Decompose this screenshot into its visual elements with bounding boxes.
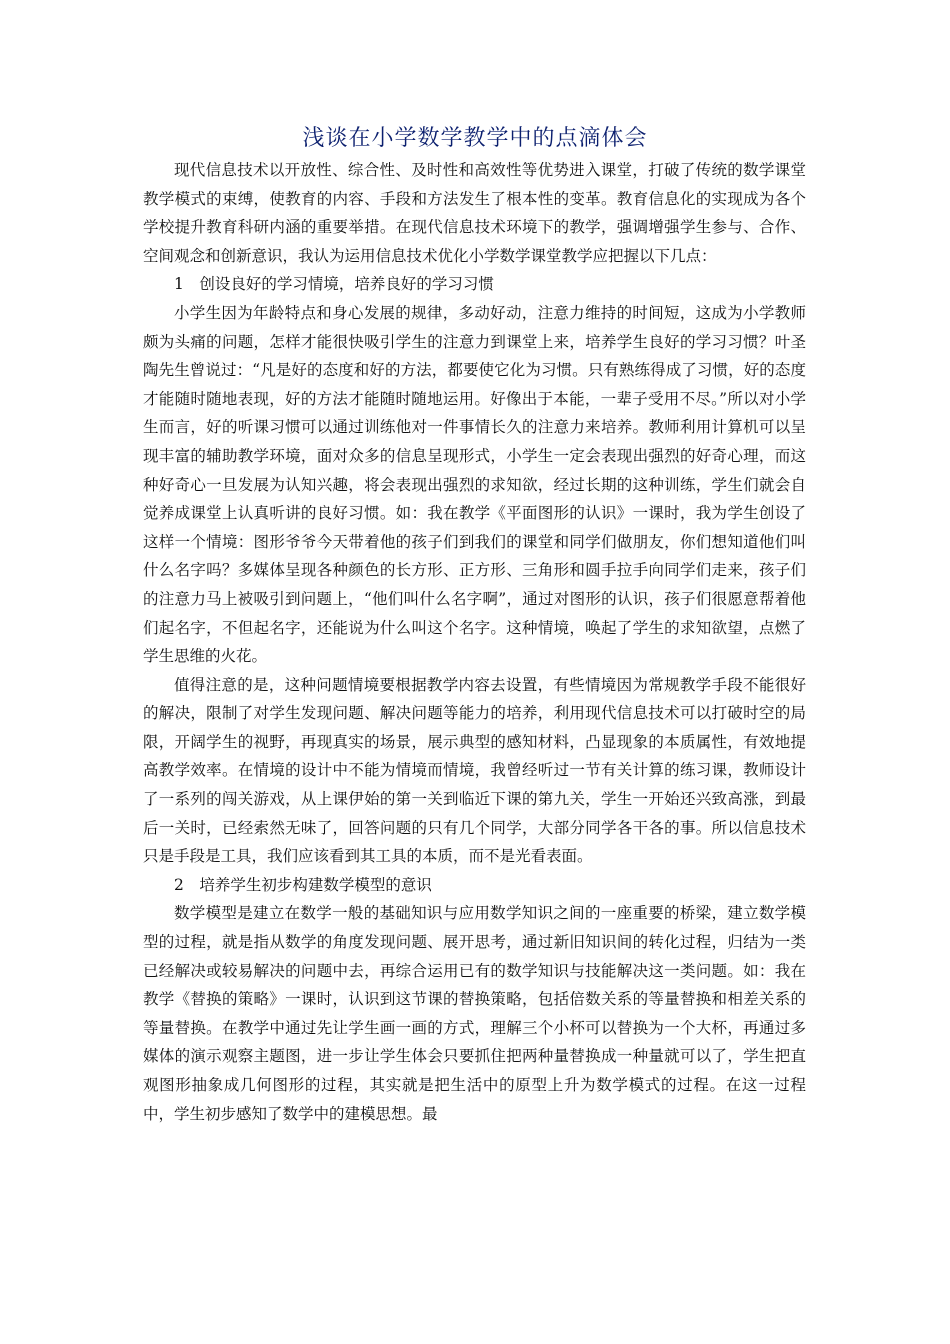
section-heading-2: 2 培养学生初步构建数学模型的意识 [174, 875, 432, 894]
document-title: 浅谈在小学数学教学中的点滴体会 [302, 126, 648, 151]
section-heading-1: 1 创设良好的学习情境，培养良好的学习习惯 [174, 275, 494, 294]
document-body [143, 156, 806, 1128]
body-paragraph: 数学模型是建立在数学一般的基础知识与应用数学知识之间的一座重要的桥梁，建立数学模型的过程，就是指从数学的角度发现问题、展开思考，通过新旧知识间的转化过程，归结为一类已经解决或较易解决的问题中去，再综合运用已有的数学知识与技能解决这一类问题。如：我在教学《替换的策略》一课时，认识到这节课的替换策略，包括倍数关系的等量替换和相差关系的等量替换。在教学中通过先让学生画一画的方式，理解三个小杯可以替换为一个大杯，再通过多媒体的演示观察主题图，进一步让学生体会只要抓住把两种量替换成一种量就可以了，学生把直观图形抽象成几何图形的过程，其实就是把生活中的原型上升为数学模式的过程。在这一过程中，学生初步感知了数学中的建模思想。最 [143, 904, 806, 1123]
body-paragraph: 小学生因为年龄特点和身心发展的规律，多动好动，注意力维持的时间短，这成为小学教师颇为头痛的问题，怎样才能很快吸引学生的注意力到课堂上来，培养学生良好的学习习惯？叶圣陶先生曾说过：“凡是好的态度和好的方法，都要使它化为习惯。只有熟练得成了习惯，好的态度才能随时随地表现，好的方法才能随时随地运用。好像出于本能，一辈子受用不尽。”所以对小学生而言，好的听课习惯可以通过训练他对一件事情长久的注意力来培养。教师利用计算机可以呈现丰富的辅助教学环境，面对众多的信息呈现形式，小学生一定会表现出强烈的好奇心理，而这种好奇心一旦发展为认知兴趣，将会表现出强烈的求知欲，经过长期的这种训练，学生们就会自觉养成课堂上认真听讲的良好习惯。如：我在教学《平面图形的认识》一课时，我为学生创设了这样一个情境：图形爷爷今天带着他的孩子们到我们的课堂和同学们做朋友，你们想知道他们叫什么名字吗？多媒体呈现各种颜色的长方形、正方形、三角形和圆手拉手向同学们走来，孩子们的注意力马上被吸引到问题上，“他们叫什么名字啊”，通过对图形的认识，孩子们很愿意帮着他们起名字，不但起名字，还能说为什么叫这个名字。这种情境，唤起了学生的求知欲望，点燃了学生思维的火花。 [143, 303, 806, 666]
body-paragraph: 值得注意的是，这种问题情境要根据教学内容去设置，有些情境因为常规教学手段不能很好的解决，限制了对学生发现问题、解决问题等能力的培养，利用现代信息技术可以打破时空的局限，开阔学生的视野，再现真实的场景，展示典型的感知材料，凸显现象的本质属性，有效地提高教学效率。在情境的设计中不能为情境而情境，我曾经听过一节有关计算的练习课，教师设计了一系列的闯关游戏，从上课伊始的第一关到临近下课的第九关，学生一开始还兴致高涨，到最后一关时，已经索然无味了，回答问题的只有几个同学，大部分同学各干各的事。所以信息技术只是手段是工具，我们应该看到其工具的本质，而不是光看表面。 [143, 675, 806, 866]
intro-paragraph: 现代信息技术以开放性、综合性、及时性和高效性等优势进入课堂，打破了传统的数学课堂教学模式的束缚，使教育的内容、手段和方法发生了根本性的变革。教育信息化的实现成为各个学校提升教育科研内涵的重要举措。在现代信息技术环境下的教学，强调增强学生参与、合作、空间观念和创新意识，我认为运用信息技术优化小学数学课堂教学应把握以下几点： [143, 161, 806, 265]
